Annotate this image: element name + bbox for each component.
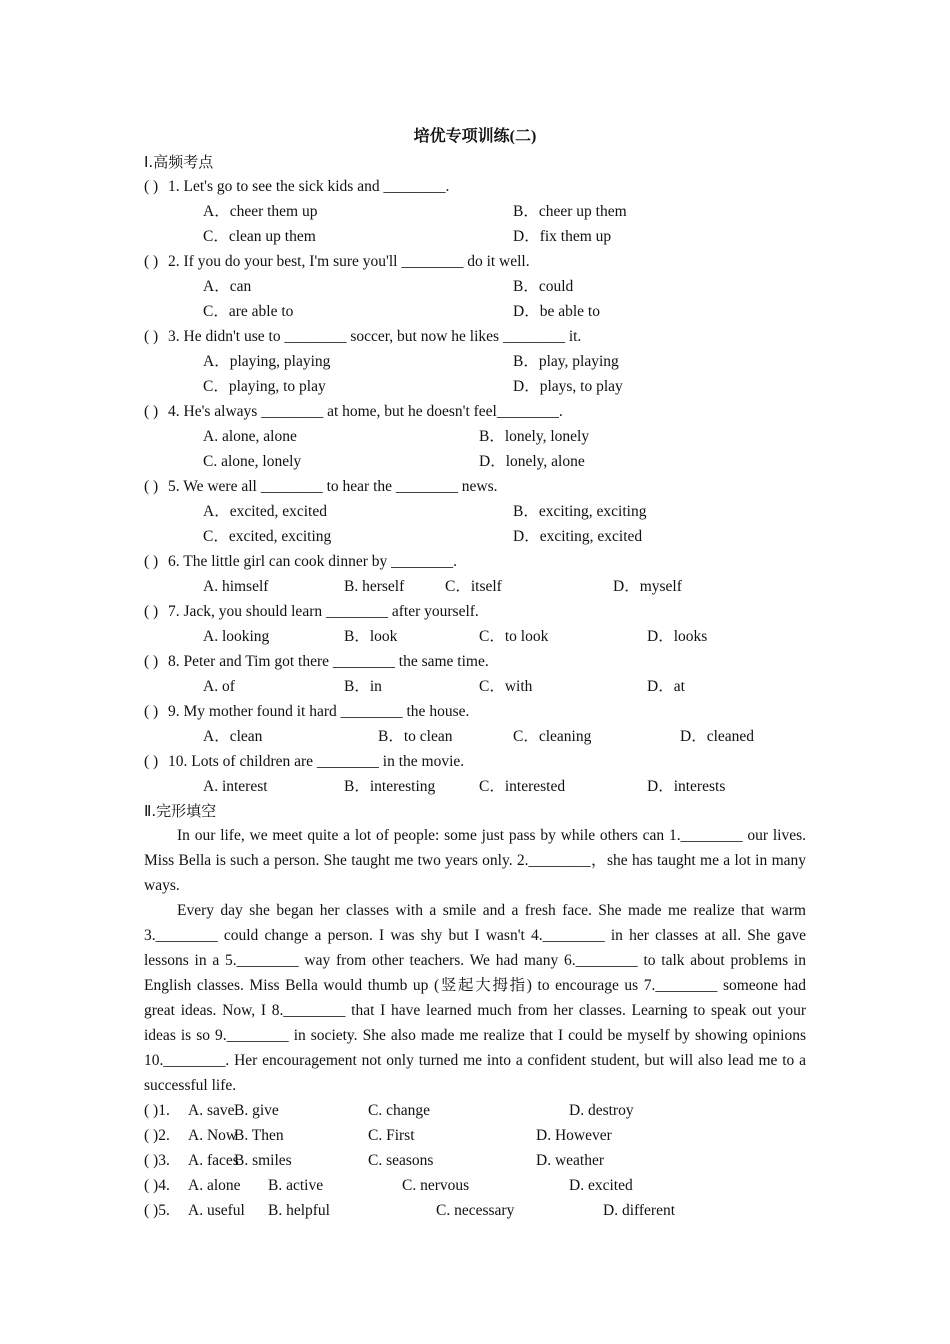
- question-8: [144, 649, 806, 674]
- options-row: [144, 574, 806, 599]
- option-D[interactable]: D. destroy: [569, 1102, 634, 1119]
- worksheet-page: [144, 124, 806, 1223]
- option-D[interactable]: D．interests: [647, 778, 726, 795]
- question-10: [144, 749, 806, 774]
- option-C[interactable]: C. change: [368, 1102, 430, 1119]
- options-row: [144, 199, 806, 224]
- question-stem: 7. Jack, you should learn ________ after yourself.: [168, 603, 479, 620]
- passage-paragraph-1: In our life, we meet quite a lot of people: some just pass by while others can 1.________ our lives. Miss Bella is such a person. She taught me two years only. 2.________，she has taught me a lot in many ways.: [144, 827, 806, 894]
- page-title: 培优专项训练(二): [413, 128, 537, 145]
- option-C[interactable]: C．excited, exciting: [203, 528, 332, 545]
- option-A[interactable]: A．cheer them up: [203, 203, 318, 220]
- answer-blank[interactable]: ( ): [144, 703, 159, 720]
- option-C[interactable]: C．interested: [479, 778, 566, 795]
- option-B[interactable]: B．lonely, lonely: [479, 428, 590, 445]
- option-C[interactable]: C．to look: [479, 628, 549, 645]
- option-C[interactable]: C. alone, lonely: [203, 453, 302, 470]
- option-D[interactable]: D. different: [603, 1202, 676, 1219]
- option-A[interactable]: A. of: [203, 678, 235, 695]
- option-B[interactable]: B．look: [344, 628, 398, 645]
- option-C[interactable]: C．playing, to play: [203, 378, 326, 395]
- option-C[interactable]: C. nervous: [402, 1177, 470, 1194]
- option-C[interactable]: C. First: [368, 1127, 415, 1144]
- question-stem: 2. If you do your best, I'm sure you'll ________ do it well.: [168, 253, 530, 270]
- option-D[interactable]: D．at: [647, 678, 685, 695]
- option-C[interactable]: C．clean up them: [203, 228, 316, 245]
- section-heading-2: Ⅱ.完形填空: [144, 802, 217, 820]
- option-A[interactable]: A. faces: [188, 1152, 239, 1169]
- option-D[interactable]: D．myself: [613, 578, 682, 595]
- option-B[interactable]: B. smiles: [234, 1152, 292, 1169]
- options-row: [144, 449, 806, 474]
- option-D[interactable]: D．looks: [647, 628, 708, 645]
- option-B[interactable]: B. helpful: [268, 1202, 330, 1219]
- cloze-question-3: [144, 1148, 806, 1173]
- cloze-question-4: [144, 1173, 806, 1198]
- question-9: [144, 699, 806, 724]
- answer-blank[interactable]: ( )5.: [144, 1202, 170, 1219]
- option-B[interactable]: B．cheer up them: [513, 203, 627, 220]
- cloze-question-1: [144, 1098, 806, 1123]
- answer-blank[interactable]: ( ): [144, 403, 159, 420]
- option-A[interactable]: A. alone, alone: [203, 428, 297, 445]
- option-D[interactable]: D．fix them up: [513, 228, 612, 245]
- option-A[interactable]: A．can: [203, 278, 252, 295]
- question-5: [144, 474, 806, 499]
- question-stem: 4. He's always ________ at home, but he doesn't feel________.: [168, 403, 563, 420]
- question-stem: 6. The little girl can cook dinner by ________.: [168, 553, 457, 570]
- option-A[interactable]: A. Now: [188, 1127, 238, 1144]
- option-C[interactable]: C．cleaning: [513, 728, 592, 745]
- answer-blank[interactable]: ( ): [144, 603, 159, 620]
- answer-blank[interactable]: ( ): [144, 753, 159, 770]
- options-row: [144, 374, 806, 399]
- option-D[interactable]: D. excited: [569, 1177, 633, 1194]
- option-A[interactable]: A. looking: [203, 628, 270, 645]
- cloze-question-5: [144, 1198, 806, 1223]
- option-B[interactable]: B. active: [268, 1177, 324, 1194]
- option-A[interactable]: A. save: [188, 1102, 235, 1119]
- option-A[interactable]: A. interest: [203, 778, 268, 795]
- question-stem: 10. Lots of children are ________ in the movie.: [168, 753, 465, 770]
- option-D[interactable]: D．be able to: [513, 303, 600, 320]
- answer-blank[interactable]: ( )4.: [144, 1177, 170, 1194]
- answer-blank[interactable]: ( )1.: [144, 1102, 170, 1119]
- cloze-passage: [144, 823, 806, 1098]
- answer-blank[interactable]: ( ): [144, 178, 159, 195]
- answer-blank[interactable]: ( ): [144, 653, 159, 670]
- question-1: [144, 174, 806, 199]
- options-row: [144, 624, 806, 649]
- option-B[interactable]: B．could: [513, 278, 574, 295]
- options-row: [144, 724, 806, 749]
- option-D[interactable]: D．exciting, excited: [513, 528, 643, 545]
- option-B[interactable]: B. give: [234, 1102, 279, 1119]
- answer-blank[interactable]: ( ): [144, 478, 159, 495]
- option-D[interactable]: D．lonely, alone: [479, 453, 585, 470]
- answer-blank[interactable]: ( ): [144, 553, 159, 570]
- option-D[interactable]: D．plays, to play: [513, 378, 623, 395]
- options-row: [144, 424, 806, 449]
- question-stem: 9. My mother found it hard ________ the house.: [168, 703, 470, 720]
- option-B[interactable]: B．to clean: [378, 728, 453, 745]
- option-B[interactable]: B．in: [344, 678, 382, 695]
- option-C[interactable]: C. necessary: [436, 1202, 515, 1219]
- question-6: [144, 549, 806, 574]
- option-A[interactable]: A. useful: [188, 1202, 245, 1219]
- answer-blank[interactable]: ( )3.: [144, 1152, 170, 1169]
- option-A[interactable]: A．clean: [203, 728, 263, 745]
- option-A[interactable]: A．excited, excited: [203, 503, 327, 520]
- options-row: [144, 224, 806, 249]
- question-stem: 5. We were all ________ to hear the ________ news.: [168, 478, 498, 495]
- option-B[interactable]: B．play, playing: [513, 353, 619, 370]
- options-row: [144, 674, 806, 699]
- option-B[interactable]: B. herself: [344, 578, 405, 595]
- answer-blank[interactable]: ( )2.: [144, 1127, 170, 1144]
- option-C[interactable]: C．are able to: [203, 303, 294, 320]
- question-list: [144, 174, 806, 799]
- option-C[interactable]: C．itself: [445, 578, 502, 595]
- options-row: [144, 499, 806, 524]
- cloze-options-list: [144, 1098, 806, 1223]
- question-7: [144, 599, 806, 624]
- question-stem: 8. Peter and Tim got there ________ the same time.: [168, 653, 489, 670]
- option-B[interactable]: B．interesting: [344, 778, 436, 795]
- option-B[interactable]: B. Then: [234, 1127, 284, 1144]
- section-heading-1: Ⅰ.高频考点: [144, 153, 214, 171]
- answer-blank[interactable]: ( ): [144, 253, 159, 270]
- cloze-question-2: [144, 1123, 806, 1148]
- question-4: [144, 399, 806, 424]
- option-A[interactable]: A. himself: [203, 578, 269, 595]
- question-stem: 1. Let's go to see the sick kids and ________.: [168, 178, 450, 195]
- option-B[interactable]: B．exciting, exciting: [513, 503, 647, 520]
- options-row: [144, 774, 806, 799]
- option-A[interactable]: A．playing, playing: [203, 353, 331, 370]
- question-3: [144, 324, 806, 349]
- option-A[interactable]: A. alone: [188, 1177, 241, 1194]
- option-D[interactable]: D. However: [536, 1127, 612, 1144]
- options-row: [144, 524, 806, 549]
- options-row: [144, 299, 806, 324]
- options-row: [144, 274, 806, 299]
- answer-blank[interactable]: ( ): [144, 328, 159, 345]
- question-2: [144, 249, 806, 274]
- option-D[interactable]: D. weather: [536, 1152, 604, 1169]
- option-C[interactable]: C．with: [479, 678, 533, 695]
- question-stem: 3. He didn't use to ________ soccer, but now he likes ________ it.: [168, 328, 582, 345]
- options-row: [144, 349, 806, 374]
- passage-paragraph-2: Every day she began her classes with a smile and a fresh face. She made me realize that warm 3.________ could change a person. I was shy but I wasn't 4.________ in her classes at all. She gave lessons in a 5.________ way from other teachers. We had many 6.________ to talk about problems in English classes. Miss Bella would thumb up (竖起大拇指) to encourage us 7.________ someone had great ideas. Now, I 8.________ that I have learned much from her classes. Learning to speak out your ideas is so 9.________ in society. She also made me realize that I could be myself by showing opinions 10.________. Her encouragement not only turned me into a confident student, but will also lead me to a successful life.: [144, 902, 806, 1094]
- option-D[interactable]: D．cleaned: [680, 728, 755, 745]
- option-C[interactable]: C. seasons: [368, 1152, 434, 1169]
